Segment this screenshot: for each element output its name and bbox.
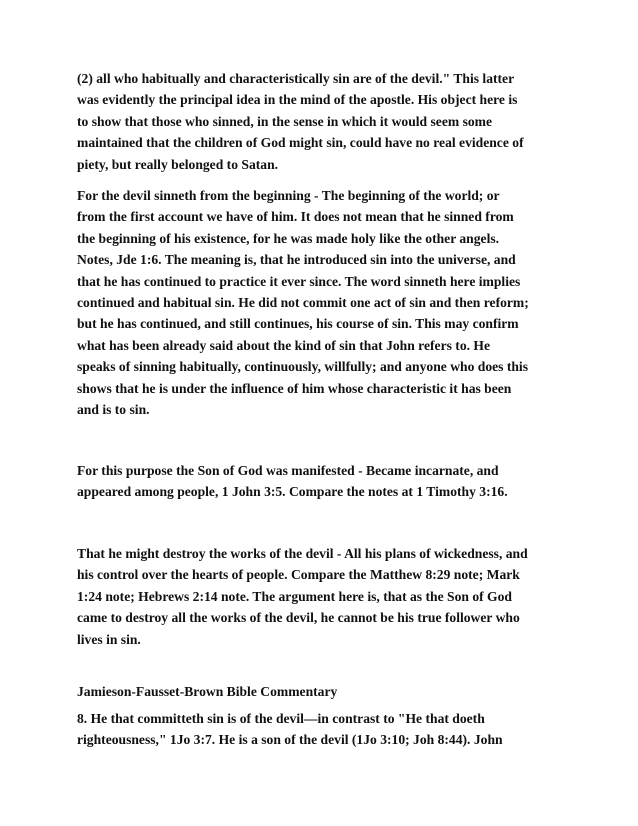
text-line: That he might destroy the works of the devil - All his plans of wickedness, and — [77, 546, 528, 561]
text-line: shows that he is under the influence of him whose characteristic it has been — [77, 380, 512, 396]
paragraph-devil-sinneth — [77, 185, 577, 420]
text-line: (2) all who habitually and characteristically sin are of the devil." This latter — [77, 71, 515, 86]
paragraph-destroy-works — [77, 543, 577, 650]
text-line: For the devil sinneth from the beginning - The beginning of the world; or — [77, 188, 500, 203]
text-line: piety, but really belonged to Satan. — [77, 156, 279, 172]
text-line: maintained that the children of God might sin, could have no real evidence of — [77, 135, 524, 151]
text-line: the beginning of his existence, for he was made holy like the other angels. — [77, 230, 500, 246]
paragraph-verse-8 — [77, 708, 577, 751]
text-line: Notes, Jde 1:6. The meaning is, that he introduced sin into the universe, and — [77, 252, 516, 268]
text-line: continued and habitual sin. He did not commit one act of sin and then reform; — [77, 295, 529, 311]
text-line: from the first account we have of him. It does not mean that he sinned from — [77, 209, 514, 225]
paragraph-son-manifested — [77, 460, 577, 503]
text-line: speaks of sinning habitually, continuously, willfully; and anyone who does this — [77, 359, 529, 375]
paragraph-habitual-sin — [77, 68, 577, 175]
text-line: appeared among people, 1 John 3:5. Compare the notes at 1 Timothy 3:16. — [77, 484, 508, 500]
text-line: that he has continued to practice it ever since. The word sinneth here implies — [77, 273, 521, 289]
text-line: was evidently the principal idea in the mind of the apostle. His object here is — [77, 92, 518, 108]
text-line: but he has continued, and still continues, his course of sin. This may confirm — [77, 316, 519, 332]
commentary-heading — [77, 681, 577, 702]
text-line: For this purpose the Son of God was manifested - Became incarnate, and — [77, 463, 499, 478]
text-line: lives in sin. — [77, 631, 141, 647]
text-line: 8. He that committeth sin is of the devil—in contrast to "He that doeth — [77, 711, 485, 726]
text-line: his control over the hearts of people. Compare the Matthew 8:29 note; Mark — [77, 567, 520, 583]
text-line: 1:24 note; Hebrews 2:14 note. The argument here is, that as the Son of God — [77, 588, 512, 604]
text-line: came to destroy all the works of the devil, he cannot be his true follower who — [77, 610, 520, 626]
text-line: to show that those who sinned, in the sense in which it would seem some — [77, 113, 493, 129]
text-line: what has been already said about the kind of sin that John refers to. He — [77, 337, 491, 353]
text-line: righteousness," 1Jo 3:7. He is a son of the devil (1Jo 3:10; Joh 8:44). John — [77, 732, 503, 748]
text-line: Jamieson-Fausset-Brown Bible Commentary — [77, 684, 338, 699]
text-line: and is to sin. — [77, 402, 150, 418]
